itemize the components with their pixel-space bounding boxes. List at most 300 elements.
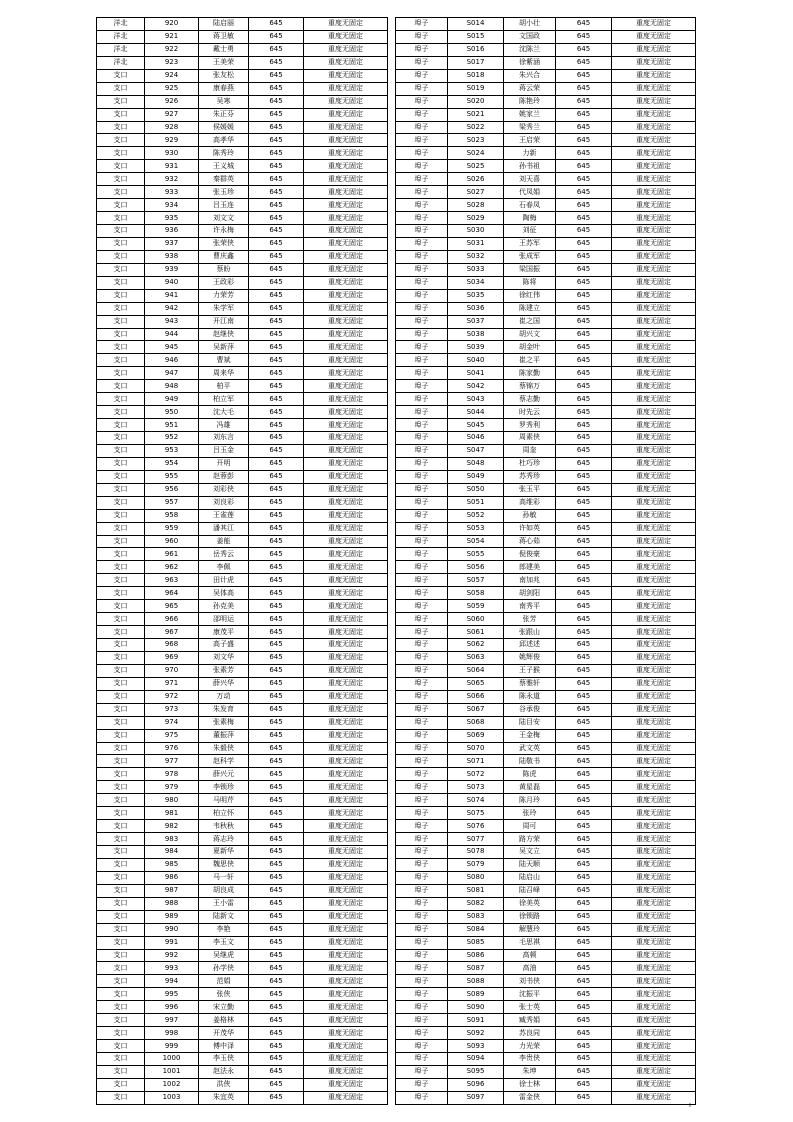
left-table-row (97, 807, 388, 820)
amount-cell: 645 (249, 199, 304, 212)
right-table-row (396, 419, 696, 432)
amount-cell: 645 (249, 1014, 304, 1027)
left-table-row (97, 341, 388, 354)
village-cell: 支口 (97, 432, 145, 445)
left-table-row (97, 276, 388, 289)
village-cell: 洋北 (97, 43, 145, 56)
left-table-row (97, 82, 388, 95)
village-cell: 支口 (97, 962, 145, 975)
name-cell: 张友松 (199, 69, 249, 82)
category-cell: 重度无固定 (612, 574, 696, 587)
village-cell: 支口 (97, 302, 145, 315)
category-cell: 重度无固定 (612, 923, 696, 936)
village-cell: 埠子 (396, 289, 448, 302)
village-cell: 埠子 (396, 522, 448, 535)
right-table-row (396, 846, 696, 859)
village-cell: 支口 (97, 289, 145, 302)
category-cell: 重度无固定 (304, 910, 388, 923)
village-cell: 埠子 (396, 962, 448, 975)
id-cell: 924 (145, 69, 199, 82)
name-cell: 李贵侠 (504, 1053, 556, 1066)
village-cell: 支口 (97, 315, 145, 328)
amount-cell: 645 (556, 626, 612, 639)
id-cell: S016 (448, 43, 504, 56)
amount-cell: 645 (249, 626, 304, 639)
category-cell: 重度无固定 (612, 807, 696, 820)
name-cell: 王美荣 (199, 56, 249, 69)
amount-cell: 645 (249, 212, 304, 225)
id-cell: 941 (145, 289, 199, 302)
id-cell: 983 (145, 833, 199, 846)
left-table-row (97, 302, 388, 315)
id-cell: 981 (145, 807, 199, 820)
name-cell: 张芳 (504, 613, 556, 626)
right-table-row (396, 380, 696, 393)
name-cell: 柏立军 (199, 393, 249, 406)
category-cell: 重度无固定 (612, 470, 696, 483)
name-cell: 宋立勤 (199, 1001, 249, 1014)
amount-cell: 645 (556, 1065, 612, 1078)
id-cell: S026 (448, 173, 504, 186)
category-cell: 重度无固定 (304, 794, 388, 807)
category-cell: 重度无固定 (304, 30, 388, 43)
left-table-row (97, 263, 388, 276)
village-cell: 埠子 (396, 406, 448, 419)
name-cell: 孙敏 (504, 509, 556, 522)
id-cell: 939 (145, 263, 199, 276)
id-cell: S020 (448, 95, 504, 108)
id-cell: S094 (448, 1053, 504, 1066)
right-table-row (396, 781, 696, 794)
category-cell: 重度无固定 (304, 263, 388, 276)
village-cell: 支口 (97, 82, 145, 95)
amount-cell: 645 (249, 807, 304, 820)
village-cell: 支口 (97, 574, 145, 587)
category-cell: 重度无固定 (304, 147, 388, 160)
right-table-row (396, 108, 696, 121)
village-cell: 埠子 (396, 419, 448, 432)
village-cell: 支口 (97, 794, 145, 807)
name-cell: 王苏军 (504, 237, 556, 250)
category-cell: 重度无固定 (612, 315, 696, 328)
amount-cell: 645 (556, 755, 612, 768)
village-cell: 支口 (97, 807, 145, 820)
amount-cell: 645 (556, 444, 612, 457)
left-table-row (97, 328, 388, 341)
left-table-row (97, 846, 388, 859)
village-cell: 支口 (97, 380, 145, 393)
id-cell: S086 (448, 949, 504, 962)
amount-cell: 645 (249, 30, 304, 43)
left-table-row (97, 664, 388, 677)
name-cell: 苏良同 (504, 1027, 556, 1040)
name-cell: 陈月玲 (504, 794, 556, 807)
left-table-row (97, 729, 388, 742)
left-table-row (97, 43, 388, 56)
amount-cell: 645 (249, 315, 304, 328)
amount-cell: 645 (556, 341, 612, 354)
left-table-row (97, 574, 388, 587)
left-table-row (97, 962, 388, 975)
left-table-row (97, 406, 388, 419)
amount-cell: 645 (249, 69, 304, 82)
category-cell: 重度无固定 (612, 276, 696, 289)
id-cell: 986 (145, 871, 199, 884)
category-cell: 重度无固定 (304, 354, 388, 367)
amount-cell: 645 (249, 677, 304, 690)
name-cell: 雷金侠 (504, 1091, 556, 1104)
village-cell: 埠子 (396, 613, 448, 626)
category-cell: 重度无固定 (304, 237, 388, 250)
id-cell: S017 (448, 56, 504, 69)
id-cell: S052 (448, 509, 504, 522)
category-cell: 重度无固定 (304, 43, 388, 56)
category-cell: 重度无固定 (612, 108, 696, 121)
left-table-row (97, 613, 388, 626)
amount-cell: 645 (556, 95, 612, 108)
village-cell: 埠子 (396, 664, 448, 677)
right-table-row (396, 975, 696, 988)
village-cell: 埠子 (396, 186, 448, 199)
name-cell: 陈艳玲 (504, 95, 556, 108)
category-cell: 重度无固定 (612, 1027, 696, 1040)
id-cell: S037 (448, 315, 504, 328)
left-table-row (97, 147, 388, 160)
village-cell: 支口 (97, 1027, 145, 1040)
id-cell: 922 (145, 43, 199, 56)
id-cell: 950 (145, 406, 199, 419)
amount-cell: 645 (249, 509, 304, 522)
id-cell: 959 (145, 522, 199, 535)
category-cell: 重度无固定 (304, 626, 388, 639)
right-table-row (396, 121, 696, 134)
amount-cell: 645 (249, 820, 304, 833)
amount-cell: 645 (249, 600, 304, 613)
name-cell: 许永梅 (199, 225, 249, 238)
right-table-row (396, 69, 696, 82)
category-cell: 重度无固定 (304, 212, 388, 225)
left-table-row (97, 108, 388, 121)
name-cell: 张玉平 (504, 483, 556, 496)
id-cell: S022 (448, 121, 504, 134)
category-cell: 重度无固定 (612, 212, 696, 225)
name-cell: 梁国振 (504, 263, 556, 276)
category-cell: 重度无固定 (304, 884, 388, 897)
village-cell: 支口 (97, 250, 145, 263)
village-cell: 支口 (97, 147, 145, 160)
id-cell: 926 (145, 95, 199, 108)
category-cell: 重度无固定 (304, 639, 388, 652)
village-cell: 洋北 (97, 30, 145, 43)
village-cell: 支口 (97, 664, 145, 677)
category-cell: 重度无固定 (304, 936, 388, 949)
name-cell: 开江南 (199, 315, 249, 328)
category-cell: 重度无固定 (304, 988, 388, 1001)
amount-cell: 645 (556, 302, 612, 315)
right-table-row (396, 1078, 696, 1091)
amount-cell: 645 (556, 742, 612, 755)
name-cell: 许如英 (504, 522, 556, 535)
id-cell: S093 (448, 1040, 504, 1053)
category-cell: 重度无固定 (612, 406, 696, 419)
name-cell: 王金梅 (504, 729, 556, 742)
category-cell: 重度无固定 (304, 690, 388, 703)
category-cell: 重度无固定 (612, 742, 696, 755)
village-cell: 支口 (97, 328, 145, 341)
id-cell: S089 (448, 988, 504, 1001)
amount-cell: 645 (556, 160, 612, 173)
village-cell: 支口 (97, 496, 145, 509)
id-cell: S038 (448, 328, 504, 341)
amount-cell: 645 (556, 962, 612, 975)
amount-cell: 645 (556, 833, 612, 846)
amount-cell: 645 (556, 134, 612, 147)
category-cell: 重度无固定 (304, 574, 388, 587)
left-table-row (97, 587, 388, 600)
id-cell: S057 (448, 574, 504, 587)
village-cell: 支口 (97, 949, 145, 962)
id-cell: 982 (145, 820, 199, 833)
village-cell: 埠子 (396, 263, 448, 276)
category-cell: 重度无固定 (304, 289, 388, 302)
amount-cell: 645 (249, 483, 304, 496)
category-cell: 重度无固定 (304, 95, 388, 108)
name-cell: 张成军 (504, 250, 556, 263)
amount-cell: 645 (249, 1091, 304, 1104)
amount-cell: 645 (556, 910, 612, 923)
name-cell: 范娟 (199, 975, 249, 988)
village-cell: 埠子 (396, 496, 448, 509)
amount-cell: 645 (556, 1027, 612, 1040)
id-cell: S063 (448, 651, 504, 664)
name-cell: 曹庆鑫 (199, 250, 249, 263)
village-cell: 支口 (97, 419, 145, 432)
id-cell: S046 (448, 432, 504, 445)
name-cell: 力荣芳 (199, 289, 249, 302)
id-cell: S059 (448, 600, 504, 613)
name-cell: 张跟山 (504, 626, 556, 639)
village-cell: 埠子 (396, 1091, 448, 1104)
id-cell: S025 (448, 160, 504, 173)
left-table-row (97, 548, 388, 561)
amount-cell: 645 (556, 250, 612, 263)
id-cell: 975 (145, 729, 199, 742)
left-table-row (97, 470, 388, 483)
right-table-row (396, 807, 696, 820)
left-table-row (97, 703, 388, 716)
name-cell: 周可 (504, 820, 556, 833)
village-cell: 埠子 (396, 1040, 448, 1053)
name-cell: 朱正芬 (199, 108, 249, 121)
id-cell: S058 (448, 587, 504, 600)
left-table-row (97, 1065, 388, 1078)
id-cell: S033 (448, 263, 504, 276)
amount-cell: 645 (249, 703, 304, 716)
right-table-row (396, 289, 696, 302)
category-cell: 重度无固定 (304, 807, 388, 820)
category-cell: 重度无固定 (612, 626, 696, 639)
id-cell: S066 (448, 690, 504, 703)
id-cell: S078 (448, 846, 504, 859)
left-table-row (97, 949, 388, 962)
id-cell: 992 (145, 949, 199, 962)
id-cell: 936 (145, 225, 199, 238)
name-cell: 张侠 (199, 988, 249, 1001)
category-cell: 重度无固定 (304, 380, 388, 393)
id-cell: 925 (145, 82, 199, 95)
category-cell: 重度无固定 (304, 664, 388, 677)
amount-cell: 645 (249, 276, 304, 289)
amount-cell: 645 (249, 1053, 304, 1066)
amount-cell: 645 (249, 768, 304, 781)
id-cell: S073 (448, 781, 504, 794)
village-cell: 支口 (97, 263, 145, 276)
amount-cell: 645 (556, 703, 612, 716)
village-cell: 支口 (97, 406, 145, 419)
name-cell: 姚家兰 (504, 108, 556, 121)
right-table-row (396, 237, 696, 250)
right-table-row (396, 147, 696, 160)
id-cell: S071 (448, 755, 504, 768)
amount-cell: 645 (556, 884, 612, 897)
right-table-row (396, 548, 696, 561)
id-cell: S077 (448, 833, 504, 846)
id-cell: 923 (145, 56, 199, 69)
amount-cell: 645 (556, 600, 612, 613)
right-table-row (396, 561, 696, 574)
category-cell: 重度无固定 (612, 199, 696, 212)
name-cell: 韦秋秋 (199, 820, 249, 833)
left-table-row (97, 768, 388, 781)
name-cell: 崔之平 (504, 354, 556, 367)
village-cell: 支口 (97, 1065, 145, 1078)
category-cell: 重度无固定 (612, 755, 696, 768)
left-table-row (97, 677, 388, 690)
id-cell: 947 (145, 367, 199, 380)
name-cell: 胡剑阳 (504, 587, 556, 600)
category-cell: 重度无固定 (612, 432, 696, 445)
id-cell: 988 (145, 897, 199, 910)
amount-cell: 645 (556, 613, 612, 626)
amount-cell: 645 (249, 664, 304, 677)
village-cell: 支口 (97, 1091, 145, 1104)
name-cell: 陈将 (504, 276, 556, 289)
name-cell: 南加兆 (504, 574, 556, 587)
id-cell: 984 (145, 846, 199, 859)
village-cell: 埠子 (396, 18, 448, 31)
right-table-row (396, 897, 696, 910)
category-cell: 重度无固定 (612, 858, 696, 871)
amount-cell: 645 (249, 18, 304, 31)
id-cell: S083 (448, 910, 504, 923)
name-cell: 毛思祺 (504, 936, 556, 949)
name-cell: 孙书祖 (504, 160, 556, 173)
id-cell: 1001 (145, 1065, 199, 1078)
village-cell: 埠子 (396, 975, 448, 988)
id-cell: S031 (448, 237, 504, 250)
name-cell: 蔡雅轩 (504, 677, 556, 690)
village-cell: 埠子 (396, 1014, 448, 1027)
id-cell: 968 (145, 639, 199, 652)
name-cell: 吴体高 (199, 587, 249, 600)
amount-cell: 645 (556, 690, 612, 703)
amount-cell: 645 (556, 639, 612, 652)
id-cell: 942 (145, 302, 199, 315)
right-table-row (396, 639, 696, 652)
name-cell: 万动 (199, 690, 249, 703)
right-table-row (396, 354, 696, 367)
left-table-row (97, 1014, 388, 1027)
amount-cell: 645 (249, 716, 304, 729)
category-cell: 重度无固定 (304, 341, 388, 354)
amount-cell: 645 (249, 160, 304, 173)
name-cell: 张玉珍 (199, 186, 249, 199)
amount-cell: 645 (249, 535, 304, 548)
id-cell: 961 (145, 548, 199, 561)
amount-cell: 645 (556, 1053, 612, 1066)
category-cell: 重度无固定 (612, 134, 696, 147)
id-cell: S091 (448, 1014, 504, 1027)
right-table-row (396, 134, 696, 147)
category-cell: 重度无固定 (612, 95, 696, 108)
amount-cell: 645 (556, 432, 612, 445)
village-cell: 支口 (97, 548, 145, 561)
category-cell: 重度无固定 (304, 846, 388, 859)
amount-cell: 645 (556, 1040, 612, 1053)
left-table-row (97, 186, 388, 199)
village-cell: 埠子 (396, 212, 448, 225)
id-cell: 960 (145, 535, 199, 548)
name-cell: 倪俊豪 (504, 548, 556, 561)
name-cell: 李锁珍 (199, 781, 249, 794)
name-cell: 王启荣 (504, 134, 556, 147)
name-cell: 吕玉连 (199, 199, 249, 212)
amount-cell: 645 (556, 199, 612, 212)
name-cell: 文国政 (504, 30, 556, 43)
id-cell: 995 (145, 988, 199, 1001)
id-cell: S069 (448, 729, 504, 742)
id-cell: S018 (448, 69, 504, 82)
id-cell: S054 (448, 535, 504, 548)
name-cell: 张素梅 (199, 716, 249, 729)
left-table-row (97, 225, 388, 238)
category-cell: 重度无固定 (304, 444, 388, 457)
right-table-row (396, 522, 696, 535)
category-cell: 重度无固定 (304, 225, 388, 238)
left-table-row (97, 173, 388, 186)
amount-cell: 645 (556, 768, 612, 781)
id-cell: 973 (145, 703, 199, 716)
left-table-row (97, 820, 388, 833)
id-cell: 997 (145, 1014, 199, 1027)
name-cell: 王义城 (199, 160, 249, 173)
right-table-row (396, 43, 696, 56)
amount-cell: 645 (249, 147, 304, 160)
amount-cell: 645 (249, 432, 304, 445)
amount-cell: 645 (556, 716, 612, 729)
id-cell: S034 (448, 276, 504, 289)
category-cell: 重度无固定 (304, 18, 388, 31)
village-cell: 埠子 (396, 432, 448, 445)
amount-cell: 645 (249, 134, 304, 147)
id-cell: S097 (448, 1091, 504, 1104)
name-cell: 刘书侠 (504, 975, 556, 988)
amount-cell: 645 (556, 548, 612, 561)
village-cell: 埠子 (396, 858, 448, 871)
name-cell: 臧秀娟 (504, 1014, 556, 1027)
category-cell: 重度无固定 (612, 703, 696, 716)
amount-cell: 645 (556, 1014, 612, 1027)
